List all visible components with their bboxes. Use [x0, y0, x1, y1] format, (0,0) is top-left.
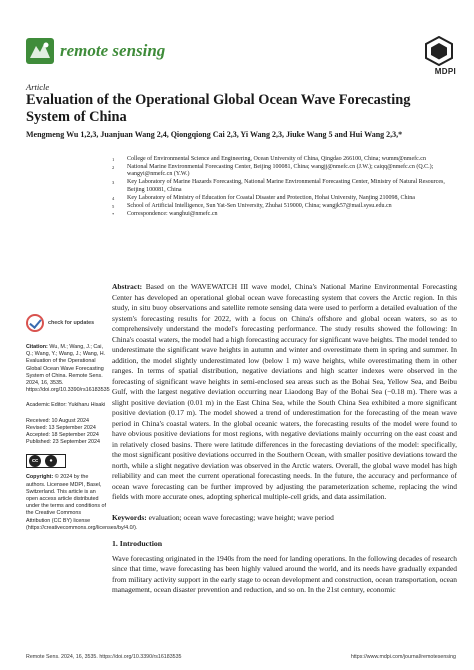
affiliation-mark: *: [112, 211, 115, 217]
affiliation-mark: 1: [112, 157, 115, 162]
affiliation-list: [112, 156, 457, 219]
footer-journal-link[interactable]: https://www.mdpi.com/journal/remotesensing: [350, 654, 456, 660]
abstract-text: Based on the WAVEWATCH III wave model, China's National Marine Environmental Forecasting Center has developed an operational global ocean wave forecasting system that covers the Arctic region. In this study, in situ buoy observations and satellite remote sensing data were used to perform a detailed evaluation of the system's forecasting results for 2022, with a focus on China's offshore and global ocean waters, so as to comprehensively understand the model's forecasting performance. The study results showed the following: In China's coastal waters, the model had a high forecasting accuracy for significant wave heights. The model tended to underestimate the significant wave heights in autumn and winter and overestimate them in spring and summer. In addition, the model slightly underestimated low (below 1 m) wave heights, while overestimating them in other ranges. In terms of spatial distribution, negative deviations and high scatter indexes were observed in the forecasting of significant wave heights in semi-enclosed sea areas such as the Bohai Sea, Yellow Sea, and Beibu Gulf, with the largest negative deviation occurring near Liaodong Bay of the Bohai Sea (−0.18 m). There was a slight positive deviation (0.01 m) in the East China Sea, while the South China Sea exhibited a more significant positive deviation (0.17 m). The model showed a trend of underestimation for the forecasting of the mean wave period in China's coastal waters. In the global oceanic waters, the forecasting results of the model were found to have obvious positive deviations for most regions, with negative deviations mainly occurring on the east coast and in relatively closed basins. There were latitude differences in the forecasting deviations of the model: specifically, the most significant positive deviations occurred in the Southern Ocean, with smaller positive deviations toward the north, while a slight negative deviation was observed in the Arctic waters. Overall, the global wave model has high reliability and can meet the current operational forecasting needs. In the future, the accuracy and performance of ocean wave forecasting can be further improved by adjusting the parameterization scheme, replacing the wind fields with more accurate ones, adopting spherical multiple-cell grids, and data assimilation.: [112, 282, 458, 501]
main-content: [112, 282, 457, 596]
dates-block: [26, 418, 106, 447]
attribution-icon: ●: [45, 455, 57, 467]
keywords: [112, 513, 457, 524]
published-date: Published: 23 September 2024: [26, 439, 101, 446]
affiliation-text: Key Laboratory of Ministry of Education for Coastal Disaster and Protection, Hohai University, Nanjing 210098, China: [127, 194, 415, 201]
introduction-text: Wave forecasting originated in the 1940s from the need for landing operations. In the following decades of research since that time, wave forecasting has been highly valued around the world, and its needs have gradually expanded from military activity support in the early stage to ocean development and construction, ocean transportation, ocean management, ocean disaster prevention and reduction, and so on. In the 21st century, economic: [112, 553, 457, 594]
check-updates-icon: [26, 314, 44, 332]
publisher-name: MDPI: [434, 67, 456, 76]
copyright-text: © 2024 by the authors. Licensee MDPI, Basel, Switzerland. This article is an open access article distributed under the terms and conditions of the Creative Commons Attribution (CC BY) license (https://creativecommons.org/licenses/by/4.0/).: [26, 474, 138, 531]
affiliation-item: [112, 179, 457, 194]
affiliation-text: School of Artificial Intelligence, Sun Yat-Sen University, Zhuhai 519000, China; wangjk57@mail.sysu.edu.cn: [127, 202, 392, 209]
journal-logo-icon: [26, 38, 54, 64]
author-list: Mengmeng Wu 1,2,3, Juanjuan Wang 2,4, Qiongqiong Cai 2,3, Yi Wang 2,3, Jiuke Wang 5 and Hui Wang 2,3,*: [26, 130, 403, 139]
correspondence-item: [112, 211, 457, 218]
citation-block: [26, 344, 110, 394]
check-updates-label: check for updates: [48, 319, 95, 326]
accepted-date: Accepted: 18 September 2024: [26, 432, 99, 439]
editor-block: [26, 402, 106, 409]
affiliation-item: [112, 164, 457, 179]
mdpi-logo-icon[interactable]: [424, 36, 454, 66]
article-type: Article: [26, 82, 50, 92]
keywords-label: Keywords:: [112, 512, 147, 522]
citation-label: Citation:: [26, 344, 48, 350]
citation-text[interactable]: Wu, M.; Wang, J.; Cai, Q.; Wang, Y.; Wang, J.; Wang, H. Evaluation of the Operational Global Ocean Wave Forecasting System of China. Remote Sens. 2024, 16, 3535. https://doi.org/10.3390/rs16183535: [26, 344, 110, 394]
affiliation-text: Key Laboratory of Marine Hazards Forecasting, National Marine Environmental Forecasting Center, Ministry of Natural Resources, Beijing 100081, China: [127, 179, 445, 193]
introduction-heading: 1. Introduction: [112, 539, 163, 548]
cc-license-badge[interactable]: [26, 454, 66, 468]
abstract-label: Abstract:: [112, 282, 143, 291]
editor-label: Academic Editor:: [26, 402, 67, 409]
creative-commons-icon: cc: [29, 455, 41, 467]
revised-date: Revised: 13 September 2024: [26, 424, 96, 431]
affiliation-item: [112, 203, 457, 210]
copyright-label: Copyright:: [26, 474, 54, 481]
affiliation-item: [112, 195, 457, 202]
correspondence-text: Correspondence: wanghui@nmefc.cn: [127, 210, 218, 217]
footer-citation[interactable]: Remote Sens. 2024, 16, 3535. https://doi.org/10.3390/rs16183535: [26, 654, 182, 660]
article-title: Evaluation of the Operational Global Ocean Wave Forecasting System of China: [26, 92, 411, 125]
affiliation-item: [112, 156, 457, 163]
affiliation-mark: 2: [112, 165, 115, 170]
editor-name: Yukiharu Hisaki: [68, 402, 106, 409]
keywords-text: evaluation; ocean wave forecasting; wave height; wave period: [148, 512, 334, 522]
received-date: Received: 10 August 2024: [26, 417, 89, 424]
affiliation-text: College of Environmental Science and Engineering, Ocean University of China, Qingdao 266100, China; wumm@nmefc.cn: [127, 156, 426, 162]
affiliation-mark: 4: [112, 195, 115, 201]
affiliation-mark: 3: [112, 180, 115, 186]
affiliation-mark: 5: [112, 203, 115, 209]
abstract: [112, 282, 457, 503]
journal-header: [26, 36, 454, 68]
check-for-updates-button[interactable]: [26, 314, 106, 332]
journal-name[interactable]: remote sensing: [60, 41, 166, 60]
affiliation-text: National Marine Environmental Forecasting Center, Beijing 100081, China; wangjj@nmefc.cn (J.W.); caiqq@nmefc.cn (Q.C.); wangyi@nmefc.cn (Y.W.): [127, 164, 434, 178]
